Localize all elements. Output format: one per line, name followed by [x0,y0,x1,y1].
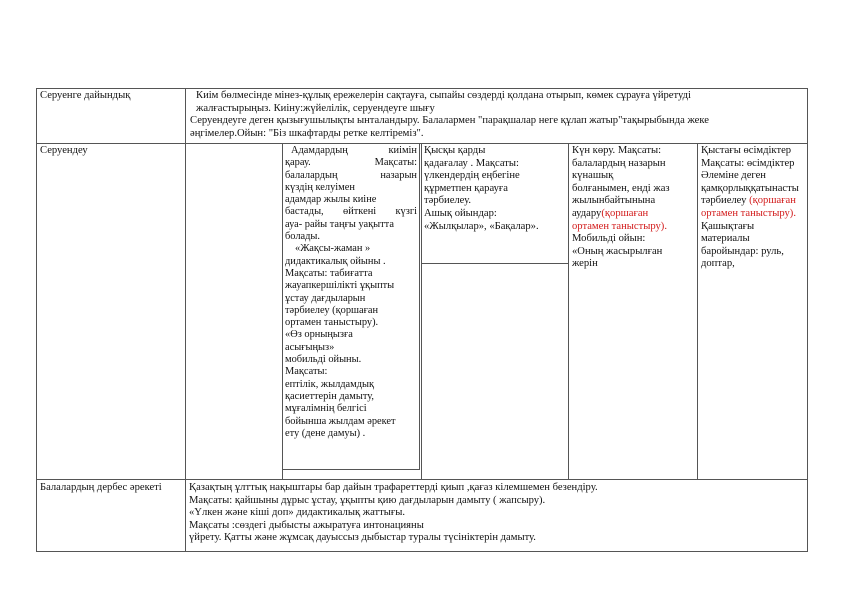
col3-line-6: Ашық ойындар: [424,207,497,219]
col2-line-20: ептілік, жылдамдық [285,378,375,390]
col3-line-2: қадағалау . Мақсаты: [424,157,519,169]
row2-col2 [285,145,417,440]
row2-col5 [701,145,805,271]
row2-bottom-border [36,479,808,480]
col4-red-prefix: аудару [572,207,602,219]
row3-label [40,482,183,495]
col2-line-14: тәрбиелеу (қоршаған [285,304,379,316]
col4-line-5: жылынбайтынына [572,195,656,207]
col4-line-6 [572,208,695,221]
row1-line-2: жалғастырыңыз. Киіну:жүйелілік, серуендеуге шығу [196,102,435,114]
table-bottom-border [36,551,808,552]
col4-line-4: болғанымен, енді жаз [572,182,670,194]
col4-line-3: күнашық [572,170,614,182]
row3-content [189,482,801,545]
col2-line-17: асығыңыз» [285,341,335,353]
row1-content [190,90,802,140]
row1-label-text: Серуенге дайындық [40,90,131,101]
col2-line-7: ауа- райы таңғы уақытта [285,218,394,230]
col5-line-8: баройындар: руль, [701,245,784,257]
col4-left-border [568,143,569,480]
col5-line-3: Әлеміне деген [701,170,766,182]
col2-line-1: Адамдардың киімін [291,145,417,156]
col4-red-text-2: ортамен таныстыру). [572,220,667,232]
table-left-border [36,88,37,552]
col4-line-2: балалардың назарын [572,157,666,169]
col2-line-12: жауапкершілікті ұқыпты [285,280,395,292]
col2-line-21: қасиеттерін дамыту, [285,390,374,402]
col2-line-2: қарау. Мақсаты: [285,157,417,169]
row1-line-3: Серуендеуге деген қызығушылықты ынталандыру. Балалармен "парақшалар неге құлап жатыр"тақырыбында жеке [190,115,709,127]
row2-label-text: Серуендеу [40,145,88,156]
col2-line-5: адамдар жылы киіне [285,194,377,206]
col2-line-16: «Өз орныңызға [285,329,353,341]
col4-line-1: Күн көру. Мақсаты: [572,145,662,156]
col5-left-border [697,143,698,480]
row3-line-3: «Үлкен және кіші доп» дидактикалық жаттығы. [189,507,405,519]
col3-line-1: Қысқы қарды [424,145,486,156]
col2-line-13: ұстау дағдыларын [285,292,366,304]
col5-line-7: Қашықтағы материалы [701,220,755,245]
col4-line-10: жерін [572,258,598,270]
row3-line-1: Қазақтың ұлттық нақыштары бар дайын трафареттерді қиып ,қағаз кілемшемен безендіру. [189,482,598,493]
row3-line-2: Мақсаты: қайшыны дұрыс ұстау, ұқыпты қию дағдыларын дамыту ( жапсыру). [189,494,546,506]
label-column-border [185,88,186,552]
row1-line-4: әңгімелер.Ойын: "Біз шкафтарды ретке келтіреміз". [190,127,424,139]
col2-line-22: мұғалімнің белгісі [285,403,367,415]
col4-line-9: «Оның жасырылған [572,245,663,257]
col3-line-5: тәрбиелеу. [424,195,471,207]
col2-line-15: ортамен таныстыру). [285,317,379,329]
row3-line-4: Мақсаты :сөздегі дыбысты ажыратуға интонацияны [189,519,424,531]
col5-red-text-1: (қоршаған [749,195,796,207]
col3-line-4: құрметпен қарауға [424,182,508,194]
col2-line-10: дидактикалық ойыны . [285,255,386,267]
col5-line-9: доптар, [701,258,735,270]
col3-line-7: «Жылқылар», «Бақалар». [424,220,539,232]
row1-line-1: Киім бөлмесінде мінез-құлық ережелерін сақтауға, сыпайы сөздерді қолдана отырып, көмек сұрауға үйретуді [196,90,691,101]
col2-line-8: болады. [285,231,321,243]
col2-line-9: «Жақсы-жаман » [295,243,371,255]
table-top-border [36,88,808,89]
col5-red-prefix: тәрбиелеу [701,195,750,207]
col5-line-1: Қыстағы өсімдіктер [701,145,792,156]
col2-line-19: Мақсаты: [285,366,328,378]
col5-line-2: Мақсаты: өсімдіктер [701,157,795,169]
row2-label [40,145,180,158]
row3-label-text: Балалардың дербес әрекеті [40,482,162,493]
col5-line-5 [701,195,805,208]
col4-red-text-1: (қоршаған [601,207,649,219]
col2-line-6: бастады, өйткені күзгі [285,206,417,218]
col2-line-18: мобильді ойыны. [285,354,362,366]
table-right-border [807,88,808,552]
row1-label [40,90,180,103]
col2-line-23: бойынша жылдам әрекет [285,415,396,427]
col5-line-4: қамқорлыққатынасты [701,182,799,194]
row2-col3 [424,145,566,233]
col2-line-3: балалардың назарын [285,169,417,181]
col3-line-3: үлкендердің еңбегіне [424,170,520,182]
col4-line-8: Мобильді ойын: [572,233,646,245]
col2-line-4: күздің келуімен [285,181,355,193]
col2-line-11: Мақсаты: табиғатта [285,267,373,279]
col5-red-text-2: ортамен таныстыру). [701,207,796,219]
col2-line-24: ету (дене дамуы) . [285,427,366,439]
row2-col4 [572,145,695,271]
row3-line-5: үйрету. Қатты және жұмсақ дауыссыз дыбыстар туралы түсініктерін дамыту. [189,532,536,544]
